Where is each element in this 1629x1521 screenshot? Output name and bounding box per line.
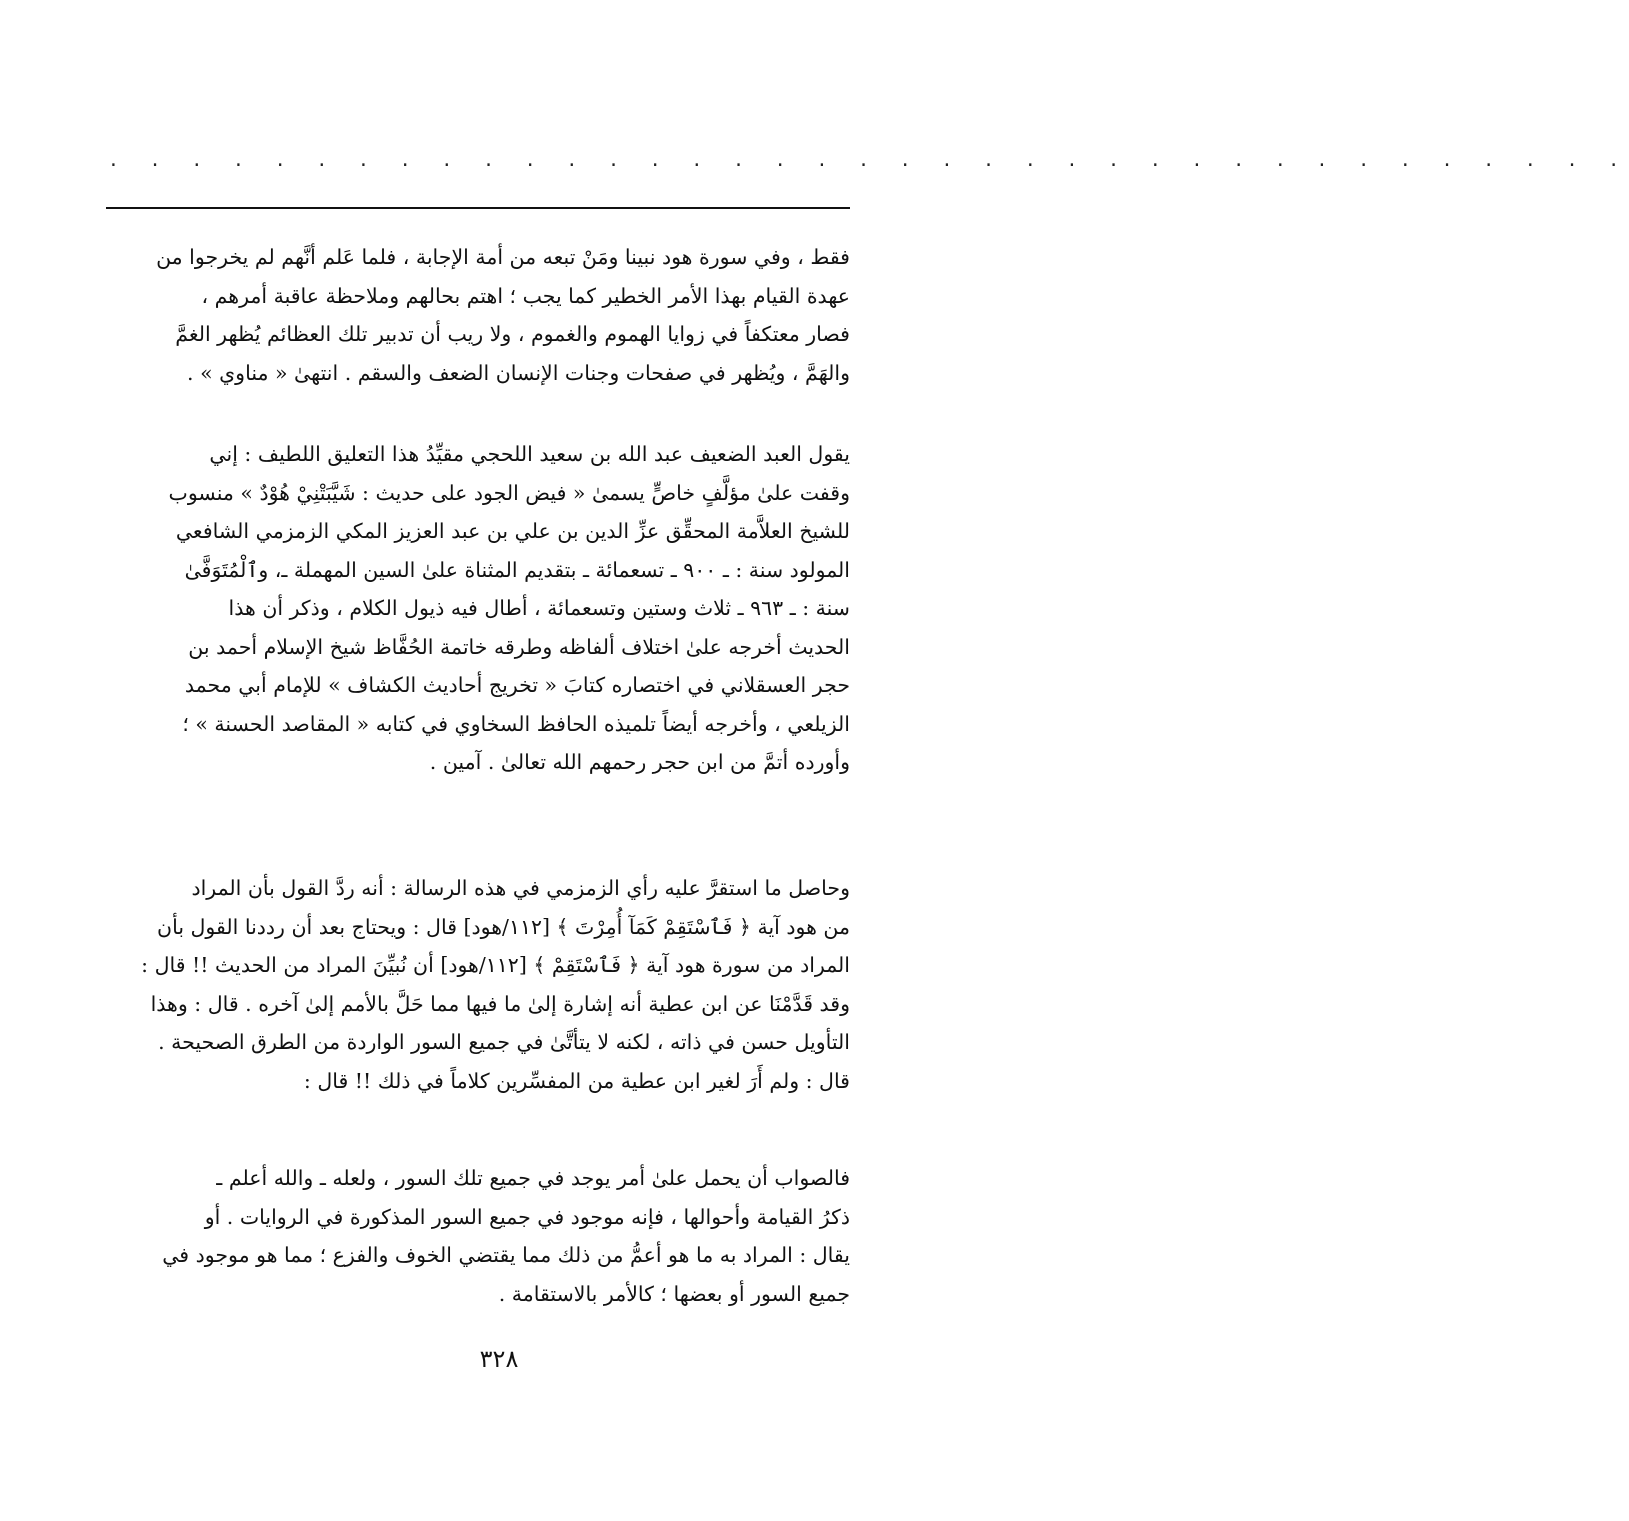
text-line: الحديث أخرجه علىٰ اختلاف ألفاظه وطرقه خاتمة الحُفَّاظ شيخ الإسلام أحمد بن <box>188 634 850 659</box>
separator-dots: . . . . . . . . . . . . . . . . . . . . . . . . . . . . . . . . . . . . . <box>108 150 1629 171</box>
text-line: فصار معتكفاً في زوايا الهموم والغموم ، ولا ريب أن تدبير تلك العظائم يُظهر الغمَّ <box>175 322 850 346</box>
text-line: فقط ، وفي سورة هود نبينا ومَنْ تبعه من أمة الإجابة ، فلما عَلم أنَّهم لم يخرجوا من <box>156 245 850 269</box>
paragraph-1 <box>100 238 850 392</box>
text-line: جميع السور أو بعضها ؛ كالأمر بالاستقامة . <box>498 1281 850 1306</box>
page-number: ٣٢٨ <box>479 1345 519 1373</box>
text-line: المولود سنة : ـ ٩٠٠ ـ تسعمائة ـ بتقديم المثناة علىٰ السين المهملة ـ، وٱلْمُتَوَفَّىٰ <box>184 557 850 582</box>
text-line: للشيخ العلاَّمة المحقِّق عزِّ الدين بن علي بن عبد العزيز المكي الزمزمي الشافعي <box>175 519 850 543</box>
text-line: وقفت علىٰ مؤلَّفٍ خاصٍّ يسمىٰ « فيض الجود على حديث : شَيَّبَتْنِيْ هُوْدٌ » منسوب <box>168 480 850 505</box>
paragraph-4 <box>100 1159 850 1313</box>
text-line: فالصواب أن يحمل علىٰ أمر يوجد في جميع تلك السور ، ولعله ـ والله أعلم ـ <box>216 1166 850 1190</box>
text-line: ذكرُ القيامة وأحوالها ، فإنه موجود في جميع السور المذكورة في الروايات . أو <box>204 1204 850 1229</box>
text-line: يقال : المراد به ما هو أعمُّ من ذلك مما يقتضي الخوف والفزع ؛ مما هو موجود في <box>162 1243 850 1267</box>
text-line: قال : ولم أَرَ لغير ابن عطية من المفسِّرين كلاماً في ذلك !! قال : <box>303 1068 850 1093</box>
text-line: عهدة القيام بهذا الأمر الخطير كما يجب ؛ اهتم بحالهم وملاحظة عاقبة أمرهم ، <box>201 283 850 308</box>
text-line: والهَمَّ ، ويُظهر في صفحات وجنات الإنسان الضعف والسقم . انتهىٰ « مناوي » . <box>187 360 850 385</box>
text-line: وحاصل ما استقرَّ عليه رأي الزمزمي في هذه الرسالة : أنه ردَّ القول بأن المراد <box>191 876 850 900</box>
text-line: المراد من سورة هود آية ﴿ فَٱسْتَقِمْ ﴾ [١١٢/هود] أن نُبيِّنَ المراد من الحديث !! قال : <box>141 953 850 977</box>
text-line: من هود آية ﴿ فَٱسْتَقِمْ كَمَآ أُمِرْتَ ﴾ [١١٢/هود] قال : ويحتاج بعد أن رددنا القول بأن <box>157 914 850 939</box>
text-line: وقد قَدَّمْنَا عن ابن عطية أنه إشارة إلىٰ ما فيها مما حَلَّ بالأمم إلىٰ آخره . قال : وهذا <box>150 991 850 1016</box>
text-line: وأورده أتمَّ من ابن حجر رحمهم الله تعالىٰ . آمين . <box>429 750 850 774</box>
text-line: يقول العبد الضعيف عبد الله بن سعيد اللحجي مقيِّدُ هذا التعليق اللطيف : إني <box>209 442 850 466</box>
text-line: الزيلعي ، وأخرجه أيضاً تلميذه الحافظ السخاوي في كتابه « المقاصد الحسنة » ؛ <box>182 711 850 736</box>
paragraph-3 <box>100 869 850 1100</box>
footnote-rule <box>106 207 850 209</box>
text-line: سنة : ـ ٩٦٣ ـ ثلاث وستين وتسعمائة ، أطال فيه ذيول الكلام ، وذكر أن هذا <box>228 596 850 620</box>
paragraph-2 <box>100 435 850 782</box>
text-line: حجر العسقلاني في اختصاره كتابَ « تخريج أحاديث الكشاف » للإمام أبي محمد <box>184 673 850 697</box>
text-line: التأويل حسن في ذاته ، لكنه لا يتأتَّىٰ في جميع السور الواردة من الطرق الصحيحة . <box>158 1030 850 1054</box>
